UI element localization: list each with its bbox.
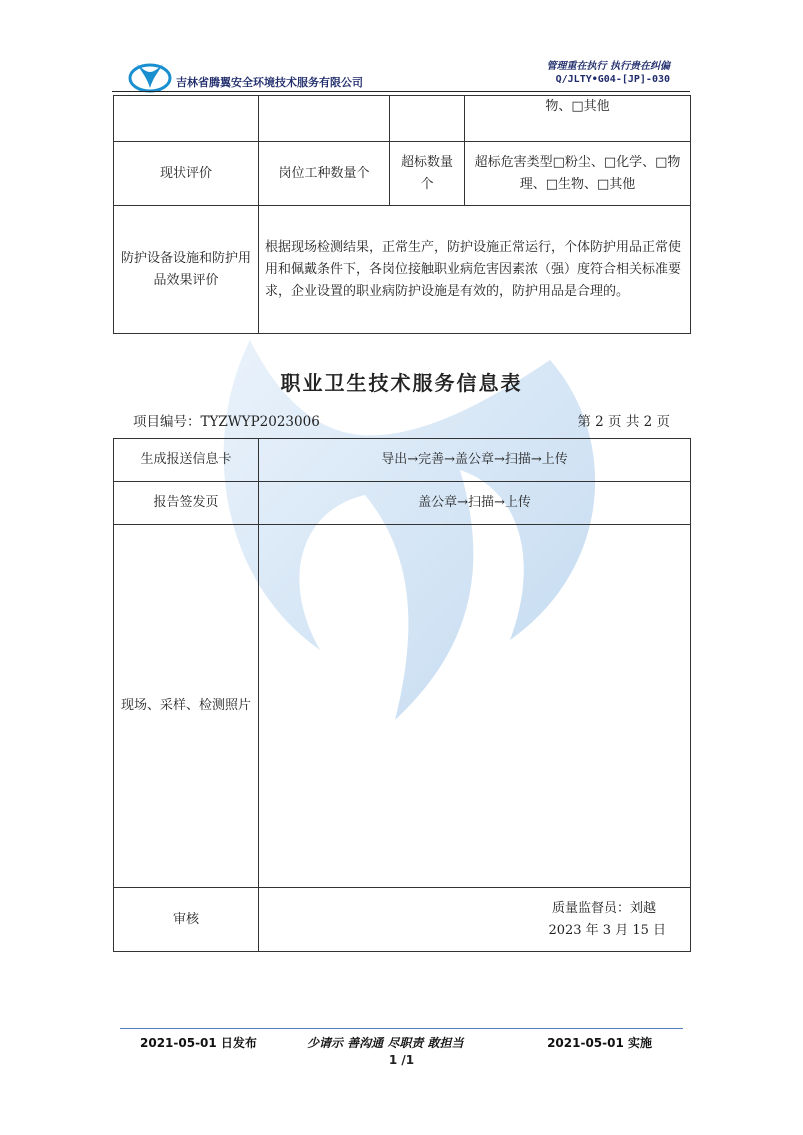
table-row: [114, 888, 691, 952]
photos-label: 现场、采样、检测照片: [114, 525, 259, 888]
review-label: 审核: [114, 888, 259, 952]
review-cell: [259, 888, 691, 952]
table-row: [114, 439, 691, 482]
document-code: Q/JLTY•G04-[JP]-030: [555, 74, 670, 85]
issue-date: 2021-05-01 日发布: [140, 1036, 257, 1050]
page-header: [0, 0, 803, 100]
protection-eval-label: 防护设备设施和防护用品效果评价: [114, 206, 259, 334]
form-title: 职业卫生技术服务信息表: [280, 371, 523, 395]
company-name: 吉林省腾翼安全环境技术服务有限公司: [176, 76, 363, 89]
report-sign-steps: 盖公章→扫描→上传: [259, 482, 691, 525]
review-date: 2023 年 3 月 15 日: [548, 922, 666, 938]
header-divider: [112, 91, 690, 92]
project-number: 项目编号：TYZWYP2023006: [133, 414, 320, 430]
evaluation-table: [113, 95, 691, 334]
service-info-table: [113, 438, 691, 952]
table-row: [114, 142, 691, 206]
page-indicator: 第 2 页 共 2 页: [577, 414, 670, 430]
table-row: [114, 96, 691, 142]
report-sign-label: 报告签发页: [114, 482, 259, 525]
exceed-count-cell: 超标数量个: [390, 142, 465, 206]
info-card-label: 生成报送信息卡: [114, 439, 259, 482]
quality-supervisor: 质量监督员：刘越: [551, 900, 656, 916]
footer-divider: [120, 1028, 683, 1029]
page-number: 1 /1: [388, 1053, 415, 1067]
footer-motto: 少请示 善沟通 尽职责 敢担当: [307, 1036, 464, 1050]
post-count-cell: 岗位工种数量个: [259, 142, 390, 206]
table-row: [114, 206, 691, 334]
protection-eval-content: 根据现场检测结果，正常生产，防护设施正常运行，个体防护用品正常使用和佩戴条件下，各岗位接触职业病危害因素浓（强）度符合相关标准要求，企业设置的职业病防护设施是有效的，防护用品是合理的。: [259, 206, 691, 334]
info-card-steps: 导出→完善→盖公章→扫描→上传: [259, 439, 691, 482]
hazard-type-cell: 超标危害类型□粉尘、□化学、□物理、□生物、□其他: [465, 142, 691, 206]
implement-date: 2021-05-01 实施: [547, 1036, 652, 1050]
hazard-type-tail: 物、□其他: [465, 96, 691, 142]
photos-area: [259, 525, 691, 888]
header-slogan: 管理重在执行 执行贵在纠偏: [546, 61, 670, 72]
table-row: [114, 525, 691, 888]
company-logo-icon: [127, 58, 173, 94]
table-row: [114, 482, 691, 525]
status-eval-label: 现状评价: [114, 142, 259, 206]
